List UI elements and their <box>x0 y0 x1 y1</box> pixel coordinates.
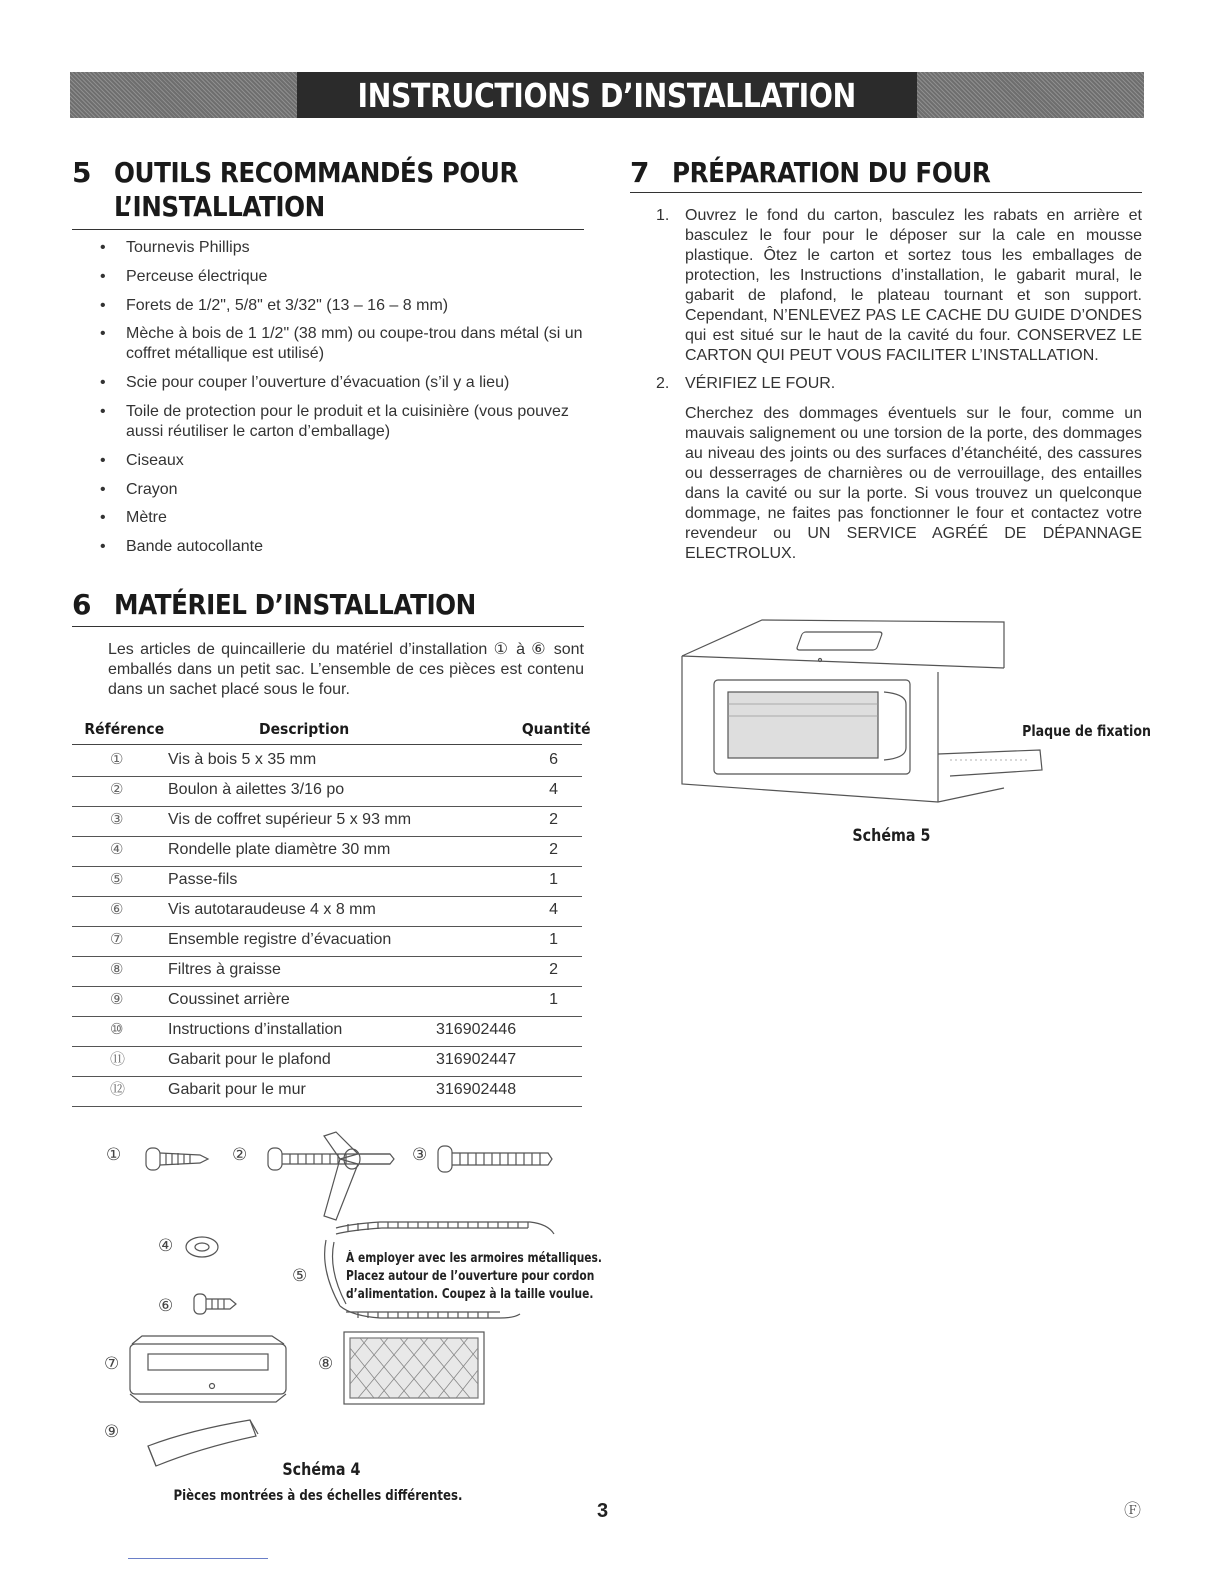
section-5-title-line2: L’INSTALLATION <box>114 190 325 223</box>
step-detail: Cherchez des dommages éventuels sur le four, comme un mauvais salignement ou une torsion de la porte, des dommages au niveau des joints ou des surfaces d’étanchéité, des cassures ou desserrages de charnières ou de verrouillage, des entailles dans la cavité ou sur la porte. Si vous trouvez un quelconque dommage, ne faites pas fonctionner le four et contactez votre revendeur ou UN SERVICE AGRÉÉ DE DÉPANNAGE ELECTROLUX. <box>685 405 1142 562</box>
table-row: ① Vis à bois 5 x 35 mm 6 <box>72 746 582 777</box>
rear-spacer-icon <box>148 1420 258 1466</box>
tool-item: • Perceuse électrique <box>100 267 600 287</box>
table-row: ⑤ Passe-fils 1 <box>72 866 582 897</box>
flat-washer-icon <box>186 1237 218 1257</box>
table-row: ⑧ Filtres à graisse 2 <box>72 956 582 987</box>
step-item <box>656 374 1142 564</box>
table-row: ⑫ Gabarit pour le mur 316902448 <box>72 1076 582 1107</box>
table-row: ⑪ Gabarit pour le plafond 316902447 <box>72 1046 582 1077</box>
grommet-note-line: À employer avec les armoires métalliques. <box>346 1251 602 1266</box>
section-5-number: 5 <box>72 156 91 189</box>
banner-title-box <box>297 72 916 118</box>
section-7-rule <box>630 192 1142 193</box>
table-row: ⑩ Instructions d’installation 316902446 <box>72 1016 582 1047</box>
cabinet-screw-icon <box>438 1146 552 1172</box>
tool-item: • Mèche à bois de 1 1/2" (38 mm) ou coupe-trou dans métal (si un coffret métallique est utilisé) <box>100 324 600 364</box>
section-5-rule <box>72 229 584 230</box>
section-6-intro: Les articles de quincaillerie du matériel d’installation ① à ⑥ sont emballés dans un petit sac. L’ensemble de ces pièces est contenu dans un sachet placé sous le four. <box>108 641 584 698</box>
step-text: Ouvrez le fond du carton, basculez les rabats en arrière et basculez le four pour le déposer sur la cale en mousse plastique. Ôtez le carton et sortez tous les emballages de protection, les Instructions d’installation, le gabarit mural, le gabarit de plafond, le plateau tournant et son support. Cependant, N’ENLEVEZ PAS LE CACHE DU GUIDE D’ONDES qui est situé sur le haut de la cavité du four. CONSERVEZ LE CARTON QUI PEUT VOUS FACILITER L’INSTALLATION. <box>685 207 1142 364</box>
mounting-plate-label: Plaque de fixation <box>1022 722 1151 740</box>
table-row: ② Boulon à ailettes 3/16 po 4 <box>72 776 582 807</box>
part-label-8: ⑧ <box>318 1354 334 1373</box>
page-banner <box>70 72 1144 118</box>
section-5-title-line1: OUTILS RECOMMANDÉS POUR <box>114 156 519 189</box>
toggle-bolt-icon <box>268 1132 394 1220</box>
part-label-1: ① <box>106 1145 122 1164</box>
table-header-quantity: Quantité <box>521 720 591 738</box>
section-6-number: 6 <box>72 588 91 621</box>
step-text: VÉRIFIEZ LE FOUR. <box>685 375 836 392</box>
grommet-note <box>346 1250 602 1304</box>
tool-item: • Mètre <box>100 508 600 528</box>
table-header-description: Description <box>259 720 350 738</box>
table-row: ③ Vis de coffret supérieur 5 x 93 mm 2 <box>72 806 582 837</box>
microwave-illustration <box>670 612 1070 812</box>
section-7-heading <box>630 156 1150 190</box>
section-7-title: PRÉPARATION DU FOUR <box>672 156 991 189</box>
figure-4-subcaption: Pièces montrées à des échelles différentes. <box>173 1488 463 1504</box>
section-6-heading <box>72 588 592 622</box>
tool-item: • Crayon <box>100 480 600 500</box>
preparation-steps <box>656 206 1142 564</box>
part-label-5: ⑤ <box>292 1266 308 1285</box>
tool-item: • Forets de 1/2", 5/8" et 3/32" (13 – 16 – 8 mm) <box>100 296 600 316</box>
footer-rule <box>128 1558 268 1559</box>
section-7-number: 7 <box>630 156 649 189</box>
section-6-title: MATÉRIEL D’INSTALLATION <box>114 588 476 621</box>
part-label-6: ⑥ <box>158 1296 174 1315</box>
grommet-note-line: Placez autour de l’ouverture pour cordon <box>346 1269 595 1284</box>
language-marker: Ⓕ <box>1124 1501 1141 1520</box>
tool-item: • Ciseaux <box>100 451 600 471</box>
grommet-note-line: d’alimentation. Coupez à la taille voulue. <box>346 1287 594 1302</box>
table-header-rule <box>72 744 582 745</box>
tool-item: • Scie pour couper l’ouverture d’évacuation (s’il y a lieu) <box>100 373 600 393</box>
part-label-4: ④ <box>158 1236 174 1255</box>
table-row: ⑨ Coussinet arrière 1 <box>72 986 582 1017</box>
damper-assembly-icon <box>130 1336 286 1402</box>
banner-title: INSTRUCTIONS D’INSTALLATION <box>357 75 857 115</box>
self-tapping-screw-icon <box>194 1294 236 1314</box>
page-number: 3 <box>597 1500 609 1522</box>
step-number: 1. <box>656 207 670 224</box>
step-item <box>656 206 1142 366</box>
tool-item: • Tournevis Phillips <box>100 238 600 258</box>
table-row: ⑦ Ensemble registre d’évacuation 1 <box>72 926 582 957</box>
section-5-heading <box>72 156 592 224</box>
tools-list <box>100 238 600 566</box>
figure-4-caption: Schéma 4 <box>282 1460 361 1480</box>
step-number: 2. <box>656 375 670 392</box>
table-header-reference: Référence <box>84 720 165 738</box>
tool-item: • Toile de protection pour le produit et la cuisinière (vous pouvez aussi réutiliser le carton d’emballage) <box>100 402 600 442</box>
part-label-3: ③ <box>412 1145 428 1164</box>
part-label-9: ⑨ <box>104 1422 120 1441</box>
tool-item: • Bande autocollante <box>100 537 600 557</box>
part-label-2: ② <box>232 1145 248 1164</box>
table-row: ⑥ Vis autotaraudeuse 4 x 8 mm 4 <box>72 896 582 927</box>
figure-5-caption: Schéma 5 <box>852 826 931 846</box>
part-label-7: ⑦ <box>104 1354 120 1373</box>
wood-screw-icon <box>146 1148 208 1170</box>
table-row: ④ Rondelle plate diamètre 30 mm 2 <box>72 836 582 867</box>
section-6-rule <box>72 626 584 627</box>
grease-filter-icon <box>344 1332 484 1404</box>
